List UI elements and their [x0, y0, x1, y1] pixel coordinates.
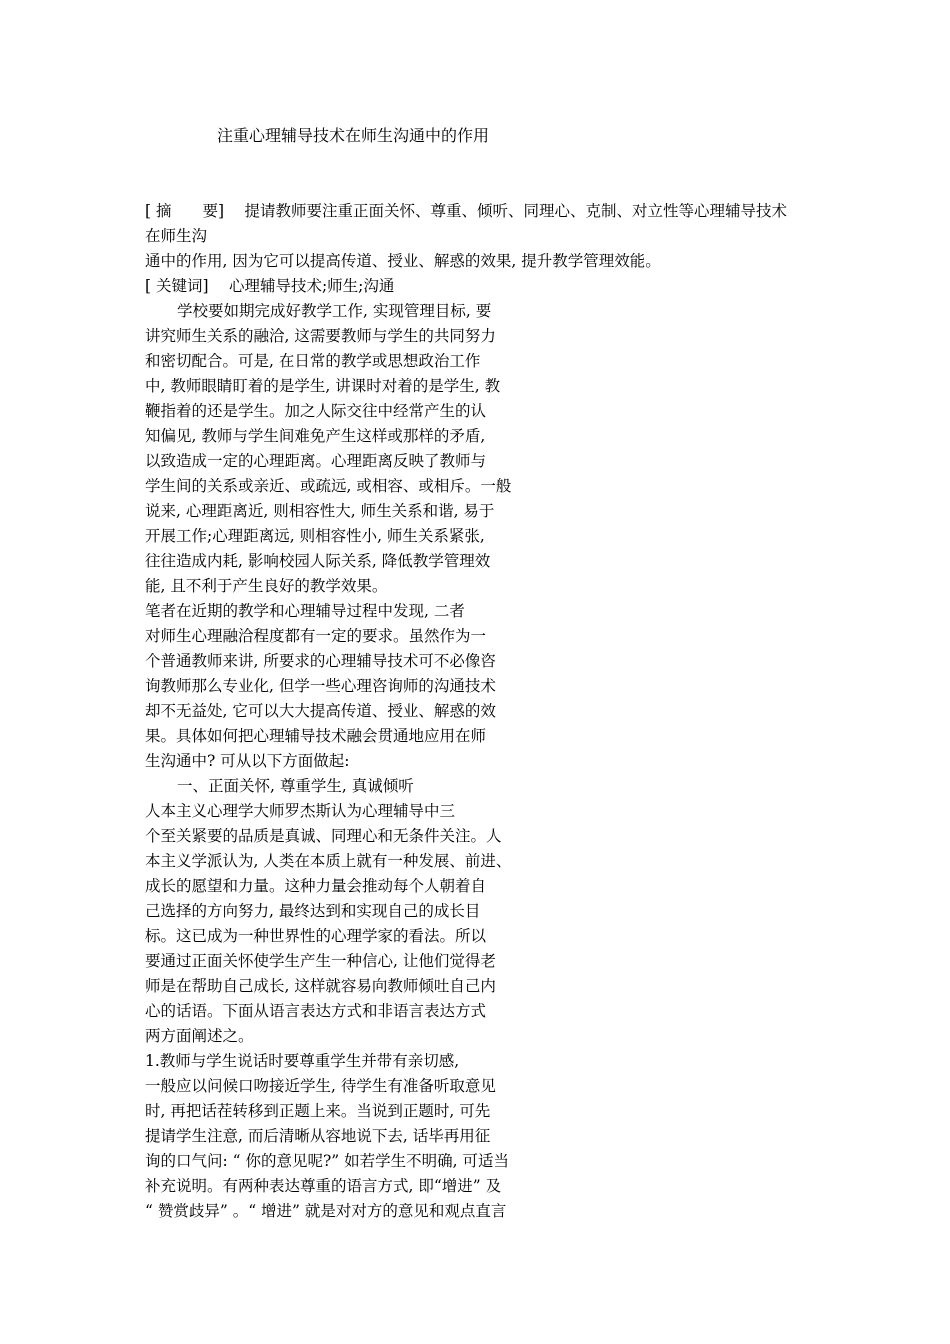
paragraph-line: 己选择的方向努力, 最终达到和实现自己的成长目	[145, 902, 481, 920]
paragraph-line: 成长的愿望和力量。这种力量会推动每个人朝着自	[145, 877, 487, 895]
paragraph-line: 开展工作;心理距离远, 则相容性小, 师生关系紧张,	[145, 527, 485, 545]
paragraph-line: 一般应以问候口吻接近学生, 待学生有准备听取意见	[145, 1077, 496, 1095]
section-heading: 一、正面关怀, 尊重学生, 真诚倾听	[177, 777, 414, 795]
paragraph-line: 师是在帮助自己成长, 这样就容易向教师倾吐自己内	[145, 977, 496, 995]
paragraph-line: 人本主义心理学大师罗杰斯认为心理辅导中三	[145, 802, 456, 820]
keywords-line: [ 关键词] 心理辅导技术;师生;沟通	[145, 277, 395, 295]
paragraph-line: 学生间的关系或亲近、或疏远, 或相容、或相斥。一般	[145, 477, 512, 495]
paragraph-line: 要通过正面关怀使学生产生一种信心, 让他们觉得老	[145, 952, 496, 970]
paragraph-line: 讲究师生关系的融洽, 这需要教师与学生的共同努力	[145, 327, 496, 345]
abstract-line-2: 在师生沟	[145, 227, 208, 245]
paragraph-line: 以致造成一定的心理距离。心理距离反映了教师与	[145, 452, 487, 470]
paragraph-line: 笔者在近期的教学和心理辅导过程中发现, 二者	[145, 602, 465, 620]
abstract-line-1: [ 摘 要] 提请教师要注重正面关怀、尊重、倾听、同理心、克制、对立性等心理辅导技术	[145, 202, 787, 220]
paragraph-line: 说来, 心理距离近, 则相容性大, 师生关系和谐, 易于	[145, 502, 495, 520]
paragraph-line: 果。具体如何把心理辅导技术融会贯通地应用在师	[145, 727, 487, 745]
paragraph-line: 却不无益处, 它可以大大提高传道、授业、解惑的效	[145, 702, 496, 720]
paragraph-line: 本主义学派认为, 人类在本质上就有一种发展、前进、	[145, 852, 512, 870]
paragraph-line: 标。这已成为一种世界性的心理学家的看法。所以	[145, 927, 487, 945]
paragraph-line: 两方面阐述之。	[145, 1027, 254, 1045]
paragraph-line: 个普通教师来讲, 所要求的心理辅导技术可不必像咨	[145, 652, 496, 670]
paragraph-line: 询教师那么专业化, 但学一些心理咨询师的沟通技术	[145, 677, 496, 695]
document-body	[145, 199, 845, 1224]
paragraph-line: 对师生心理融洽程度都有一定的要求。虽然作为一	[145, 627, 487, 645]
paragraph-line: 中, 教师眼睛盯着的是学生, 讲课时对着的是学生, 教	[145, 377, 501, 395]
paragraph-line: 知偏见, 教师与学生间难免产生这样或那样的矛盾,	[145, 427, 486, 445]
paragraph-line: 鞭指着的还是学生。加之人际交往中经常产生的认	[145, 402, 487, 420]
document-title: 注重心理辅导技术在师生沟通中的作用	[217, 126, 490, 145]
paragraph-line: 补充说明。有两种表达尊重的语言方式, 即“增进” 及	[145, 1177, 502, 1195]
abstract-line-3: 通中的作用, 因为它可以提高传道、授业、解惑的效果, 提升教学管理效能。	[145, 252, 661, 270]
paragraph-line: 时, 再把话茬转移到正题上来。当说到正题时, 可先	[145, 1102, 491, 1120]
paragraph-line: 提请学生注意, 而后清晰从容地说下去, 话毕再用征	[145, 1127, 491, 1145]
paragraph-line: 生沟通中? 可从以下方面做起:	[145, 752, 350, 770]
paragraph-line: 学校要如期完成好教学工作, 实现管理目标, 要	[177, 302, 492, 320]
paragraph-line: 1.教师与学生说话时要尊重学生并带有亲切感,	[145, 1052, 460, 1070]
paragraph-line: 询的口气问: “ 你的意见呢?” 如若学生不明确, 可适当	[145, 1152, 510, 1170]
paragraph-line: 和密切配合。可是, 在日常的教学或思想政治工作	[145, 352, 481, 370]
paragraph-line: “ 赞赏歧异” 。“ 增进” 就是对对方的意见和观点直言	[145, 1202, 507, 1220]
paragraph-line: 心的话语。下面从语言表达方式和非语言表达方式	[145, 1002, 487, 1020]
paragraph-line: 能, 且不利于产生良好的教学效果。	[145, 577, 388, 595]
paragraph-line: 往往造成内耗, 影响校园人际关系, 降低教学管理效	[145, 552, 491, 570]
paragraph-line: 个至关紧要的品质是真诚、同理心和无条件关注。人	[145, 827, 502, 845]
